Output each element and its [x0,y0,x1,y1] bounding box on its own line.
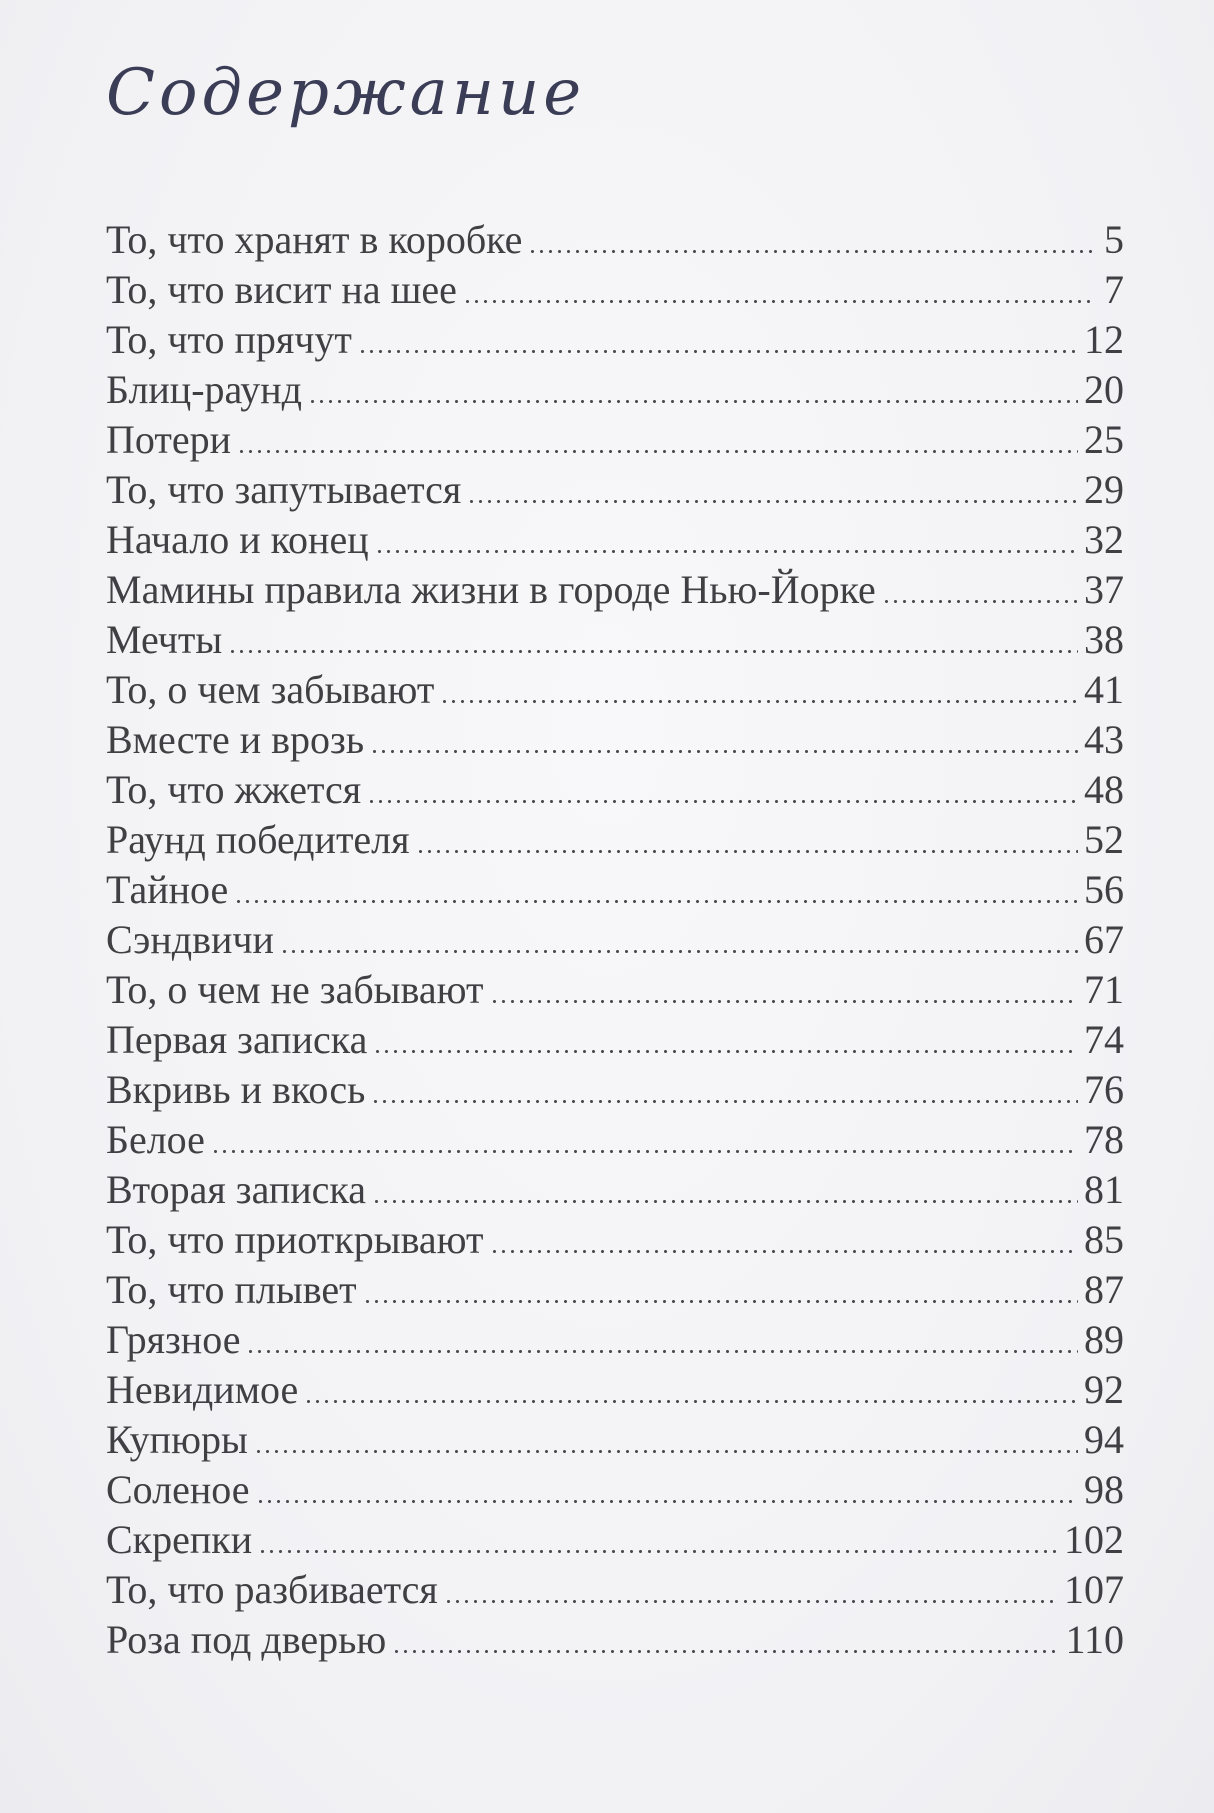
dot-leader [280,943,1078,953]
toc-entry [106,715,1124,765]
toc-entry-title: То, что хранят в коробке [106,217,523,262]
dot-leader [373,1043,1078,1053]
toc-entry-page-number: 32 [1084,517,1124,562]
toc-entry-page-number: 20 [1084,367,1124,412]
toc-entry [106,565,1124,615]
dot-leader [304,1393,1078,1403]
toc-entry [106,615,1124,665]
toc-entry-page-number: 107 [1064,1567,1124,1612]
toc-entry-title: Начало и конец [106,517,369,562]
toc-entry-page-number: 29 [1084,467,1124,512]
dot-leader [308,393,1078,403]
table-of-contents [106,215,1124,1665]
dot-leader [440,693,1078,703]
dot-leader [372,1193,1078,1203]
toc-entry-page-number: 25 [1084,417,1124,462]
toc-entry [106,815,1124,865]
toc-entry [106,915,1124,965]
dot-leader [392,1643,1059,1653]
toc-entry-page-number: 76 [1084,1067,1124,1112]
dot-leader [416,843,1078,853]
toc-entry-page-number: 38 [1084,617,1124,662]
dot-leader [234,893,1078,903]
toc-entry [106,1365,1124,1415]
toc-entry-page-number: 110 [1065,1617,1124,1662]
toc-entry-title: Сэндвичи [106,917,274,962]
toc-entry-title: То, о чем забывают [106,667,435,712]
toc-entry [106,665,1124,715]
toc-entry-title: Потери [106,417,231,462]
toc-entry [106,215,1124,265]
toc-entry-title: Вместе и врозь [106,717,365,762]
toc-entry [106,1415,1124,1465]
toc-entry-title: Грязное [106,1317,241,1362]
dot-leader [237,443,1078,453]
toc-entry [106,1615,1124,1665]
dot-leader [254,1443,1078,1453]
toc-entry-page-number: 98 [1084,1467,1124,1512]
toc-entry [106,965,1124,1015]
toc-entry [106,365,1124,415]
toc-entry-page-number: 43 [1084,717,1124,762]
toc-entry-title: Скрепки [106,1517,253,1562]
toc-entry-page-number: 81 [1084,1167,1124,1212]
toc-entry [106,1215,1124,1265]
dot-leader [375,543,1078,553]
toc-entry-title: Соленое [106,1467,250,1512]
toc-entry-page-number: 12 [1084,317,1124,362]
dot-leader [371,1093,1078,1103]
toc-entry-page-number: 94 [1084,1417,1124,1462]
toc-entry-title: Купюры [106,1417,248,1462]
toc-entry-page-number: 41 [1084,667,1124,712]
toc-entry-title: То, что запутывается [106,467,462,512]
toc-entry [106,415,1124,465]
toc-entry-title: Тайное [106,867,229,912]
toc-entry-page-number: 5 [1104,217,1124,262]
dot-leader [358,343,1078,353]
toc-entry [106,1065,1124,1115]
toc-entry-title: То, что жжется [106,767,362,812]
toc-entry-page-number: 92 [1084,1367,1124,1412]
toc-entry-page-number: 85 [1084,1217,1124,1262]
dot-leader [444,1593,1058,1603]
toc-entry-title: То, что плывет [106,1267,357,1312]
toc-entry [106,265,1124,315]
toc-entry [106,1465,1124,1515]
toc-entry-title: Роза под дверью [106,1617,387,1662]
toc-entry [106,315,1124,365]
toc-entry [106,465,1124,515]
toc-entry-page-number: 67 [1084,917,1124,962]
toc-entry [106,515,1124,565]
toc-entry [106,865,1124,915]
toc-entry-page-number: 74 [1084,1017,1124,1062]
page-title: Содержание [106,56,586,130]
toc-entry-page-number: 52 [1084,817,1124,862]
dot-leader [211,1143,1078,1153]
dot-leader [467,493,1078,503]
toc-entry-title: Мамины правила жизни в городе Нью-Йорке [106,567,876,612]
toc-entry-page-number: 102 [1064,1517,1124,1562]
toc-entry [106,1515,1124,1565]
toc-entry-title: Мечты [106,617,223,662]
toc-entry-title: То, что разбивается [106,1567,438,1612]
toc-entry-title: Невидимое [106,1367,299,1412]
toc-entry-page-number: 48 [1084,767,1124,812]
toc-entry-title: То, что висит на шее [106,267,457,312]
toc-entry-title: Раунд победителя [106,817,410,862]
dot-leader [258,1543,1058,1553]
dot-leader [246,1343,1078,1353]
toc-entry-title: Белое [106,1117,205,1162]
dot-leader [367,793,1078,803]
toc-entry [106,1165,1124,1215]
toc-entry-title: Вторая записка [106,1167,366,1212]
toc-entry-page-number: 71 [1084,967,1124,1012]
dot-leader [882,593,1078,603]
toc-entry-title: То, что приоткрывают [106,1217,484,1262]
toc-entry [106,765,1124,815]
dot-leader [228,643,1078,653]
dot-leader [528,243,1094,253]
toc-entry-title: Первая записка [106,1017,368,1062]
toc-entry-title: Вкривь и вкось [106,1067,366,1112]
toc-entry [106,1015,1124,1065]
toc-entry-page-number: 56 [1084,867,1124,912]
toc-entry-page-number: 78 [1084,1117,1124,1162]
toc-entry-title: Блиц-раунд [106,367,303,412]
toc-entry-page-number: 87 [1084,1267,1124,1312]
toc-entry [106,1565,1124,1615]
toc-entry [106,1265,1124,1315]
toc-entry [106,1315,1124,1365]
dot-leader [256,1493,1078,1503]
toc-entry-title: То, о чем не забывают [106,967,484,1012]
toc-entry-page-number: 89 [1084,1317,1124,1362]
toc-entry-page-number: 7 [1104,267,1124,312]
toc-entry [106,1115,1124,1165]
toc-entry-title: То, что прячут [106,317,352,362]
dot-leader [490,993,1079,1003]
dot-leader [370,743,1078,753]
dot-leader [363,1293,1078,1303]
dot-leader [490,1243,1078,1253]
dot-leader [463,293,1094,303]
toc-entry-page-number: 37 [1084,567,1124,612]
